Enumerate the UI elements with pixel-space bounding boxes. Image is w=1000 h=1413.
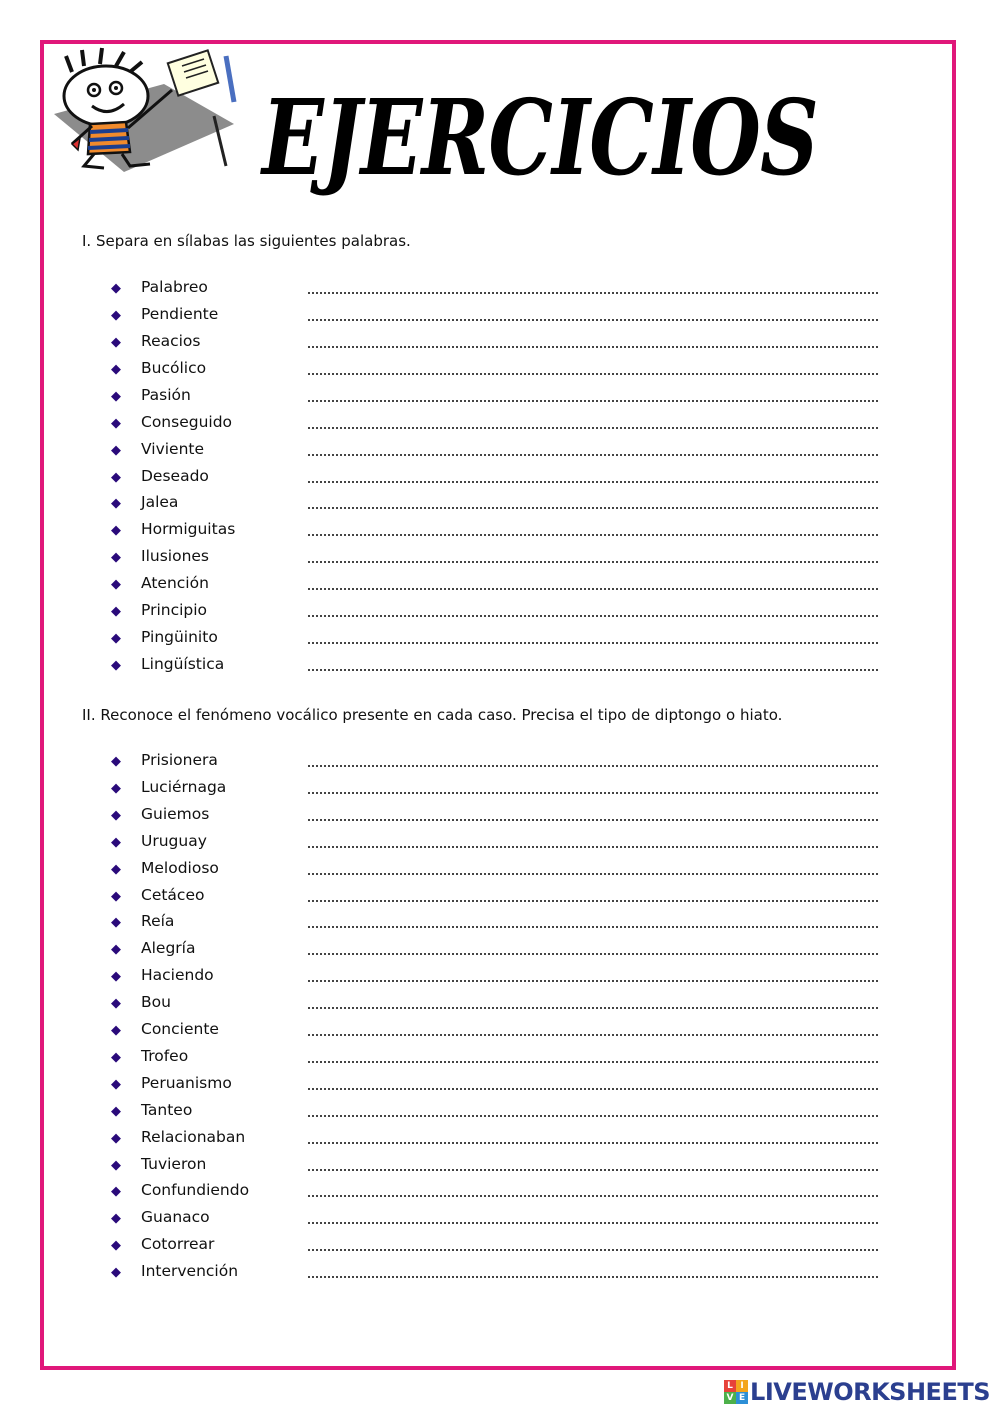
- exercise-row: [0, 859, 1000, 886]
- liveworksheets-logo-icon: L I V E: [724, 1380, 748, 1404]
- exercise-word: Pingüinito: [141, 628, 218, 647]
- exercise-row: [0, 1047, 1000, 1074]
- answer-field[interactable]: [308, 292, 878, 294]
- answer-field[interactable]: [308, 873, 878, 875]
- exercise-row: [0, 628, 1000, 655]
- diamond-bullet-icon: ◆: [111, 442, 121, 458]
- exercise-row: [0, 547, 1000, 574]
- exercise-row: [0, 520, 1000, 547]
- exercise-row: [0, 1074, 1000, 1101]
- exercise-word: Cotorrear: [141, 1235, 215, 1254]
- exercise-row: [0, 413, 1000, 440]
- diamond-bullet-icon: ◆: [111, 1157, 121, 1173]
- diamond-bullet-icon: ◆: [111, 469, 121, 485]
- answer-field[interactable]: [308, 427, 878, 429]
- diamond-bullet-icon: ◆: [111, 942, 121, 958]
- exercise-word: Reía: [141, 912, 175, 931]
- exercise-row: [0, 1208, 1000, 1235]
- exercise-word: Luciérnaga: [141, 777, 227, 796]
- diamond-bullet-icon: ◆: [111, 334, 121, 350]
- diamond-bullet-icon: ◆: [111, 523, 121, 539]
- diamond-bullet-icon: ◆: [111, 604, 121, 620]
- exercise-row: [0, 440, 1000, 467]
- diamond-bullet-icon: ◆: [111, 281, 121, 296]
- student-mascot-illustration: [44, 44, 244, 174]
- diamond-bullet-icon: ◆: [111, 577, 121, 593]
- diamond-bullet-icon: ◆: [111, 1076, 121, 1092]
- diamond-bullet-icon: ◆: [111, 1211, 121, 1227]
- exercise-word: Palabreo: [141, 278, 208, 296]
- answer-field[interactable]: [308, 346, 878, 348]
- exercise-row: [0, 778, 1000, 805]
- answer-field[interactable]: [308, 507, 878, 509]
- exercise-word: Trofeo: [141, 1046, 189, 1065]
- diamond-bullet-icon: ◆: [111, 888, 121, 904]
- exercise-row: [0, 1262, 1000, 1289]
- diamond-bullet-icon: ◆: [111, 915, 121, 931]
- answer-field[interactable]: [308, 1169, 878, 1171]
- answer-field[interactable]: [308, 980, 878, 982]
- exercise-word: Cetáceo: [141, 885, 205, 904]
- exercise-word: Guanaco: [141, 1208, 210, 1227]
- diamond-bullet-icon: ◆: [111, 1238, 121, 1254]
- exercise-word: Pendiente: [141, 304, 219, 323]
- exercise-word: Alegría: [141, 939, 196, 958]
- exercise-row: [0, 278, 1000, 305]
- worksheet-title: EJERCICIOS: [262, 76, 818, 199]
- answer-field[interactable]: [308, 615, 878, 617]
- exercise-row: [0, 912, 1000, 939]
- exercise-row: [0, 493, 1000, 520]
- answer-field[interactable]: [308, 953, 878, 955]
- exercise-row: [0, 886, 1000, 913]
- diamond-bullet-icon: ◆: [111, 631, 121, 647]
- answer-field[interactable]: [308, 1007, 878, 1009]
- exercise-word: Bou: [141, 993, 171, 1012]
- exercise-word: Melodioso: [141, 858, 219, 877]
- answer-field[interactable]: [308, 1222, 878, 1224]
- diamond-bullet-icon: ◆: [111, 658, 121, 674]
- exercise-word: Guiemos: [141, 804, 210, 823]
- exercise-row: [0, 751, 1000, 778]
- answer-field[interactable]: [308, 373, 878, 375]
- exercise-row: [0, 1020, 1000, 1047]
- diamond-bullet-icon: ◆: [111, 807, 121, 823]
- exercise-word: Pasión: [141, 385, 191, 404]
- diamond-bullet-icon: ◆: [111, 861, 121, 877]
- exercise-row: [0, 939, 1000, 966]
- exercise-word: Principio: [141, 601, 208, 620]
- exercise-row: [0, 805, 1000, 832]
- diamond-bullet-icon: ◆: [111, 780, 121, 796]
- diamond-bullet-icon: ◆: [111, 1049, 121, 1065]
- answer-field[interactable]: [308, 900, 878, 902]
- answer-field[interactable]: [308, 1195, 878, 1197]
- answer-field[interactable]: [308, 1276, 878, 1278]
- answer-field[interactable]: [308, 1249, 878, 1251]
- exercise-word: Deseado: [141, 466, 209, 485]
- exercise-word: Ilusiones: [141, 547, 210, 566]
- diamond-bullet-icon: ◆: [111, 550, 121, 566]
- diamond-bullet-icon: ◆: [111, 1265, 121, 1281]
- exercise-row: [0, 574, 1000, 601]
- answer-field[interactable]: [308, 481, 878, 483]
- answer-field[interactable]: [308, 319, 878, 321]
- exercise-row: [0, 332, 1000, 359]
- answer-field[interactable]: [308, 792, 878, 794]
- exercise-word: Lingüística: [141, 655, 225, 674]
- exercise-row: [0, 601, 1000, 628]
- diamond-bullet-icon: ◆: [111, 834, 121, 850]
- exercise-word: Viviente: [141, 439, 205, 458]
- diamond-bullet-icon: ◆: [111, 754, 121, 769]
- answer-field[interactable]: [308, 454, 878, 456]
- diamond-bullet-icon: ◆: [111, 1103, 121, 1119]
- answer-field[interactable]: [308, 1088, 878, 1090]
- exercise-word: Bucólico: [141, 358, 207, 377]
- diamond-bullet-icon: ◆: [111, 1130, 121, 1146]
- exercise-row: [0, 1235, 1000, 1262]
- answer-field[interactable]: [308, 819, 878, 821]
- answer-field[interactable]: [308, 561, 878, 563]
- answer-field[interactable]: [308, 1061, 878, 1063]
- exercise-word: Prisionera: [141, 751, 218, 769]
- exercise-word: Haciendo: [141, 966, 214, 985]
- exercise-word: Relacionaban: [141, 1127, 246, 1146]
- answer-field[interactable]: [308, 400, 878, 402]
- exercise-word: Uruguay: [141, 831, 207, 850]
- answer-field[interactable]: [308, 926, 878, 928]
- diamond-bullet-icon: ◆: [111, 361, 121, 377]
- diamond-bullet-icon: ◆: [111, 969, 121, 985]
- answer-field[interactable]: [308, 846, 878, 848]
- exercise-word: Tuvieron: [141, 1154, 207, 1173]
- exercise-word: Jalea: [141, 493, 179, 512]
- exercise-row: [0, 966, 1000, 993]
- exercise-word: Conciente: [141, 1020, 219, 1038]
- liveworksheets-brand: [724, 1379, 990, 1405]
- diamond-bullet-icon: ◆: [111, 496, 121, 512]
- section1-instruction: I. Separa en sílabas las siguientes palabras.: [82, 232, 411, 250]
- diamond-bullet-icon: ◆: [111, 388, 121, 404]
- answer-field[interactable]: [308, 534, 878, 536]
- exercise-row: [0, 832, 1000, 859]
- exercise-word: Intervención: [141, 1262, 239, 1281]
- diamond-bullet-icon: ◆: [111, 996, 121, 1012]
- brand-name: LIVEWORKSHEETS: [750, 1378, 990, 1406]
- exercise-row: [0, 1155, 1000, 1182]
- diamond-bullet-icon: ◆: [111, 1023, 121, 1038]
- answer-field[interactable]: [308, 642, 878, 644]
- exercise-row: [0, 993, 1000, 1020]
- exercise-row: [0, 359, 1000, 386]
- exercise-row: [0, 1128, 1000, 1155]
- diamond-bullet-icon: ◆: [111, 1184, 121, 1200]
- exercise-row: [0, 305, 1000, 332]
- exercise-row: [0, 386, 1000, 413]
- exercise-word: Reacios: [141, 331, 201, 350]
- exercise-word: Peruanismo: [141, 1073, 232, 1092]
- answer-field[interactable]: [308, 1115, 878, 1117]
- exercise-word: Atención: [141, 574, 209, 593]
- exercise-word: Tanteo: [141, 1100, 193, 1119]
- exercise-row: [0, 655, 1000, 682]
- answer-field[interactable]: [308, 765, 878, 767]
- answer-field[interactable]: [308, 588, 878, 590]
- answer-field[interactable]: [308, 669, 878, 671]
- exercise-word: Conseguido: [141, 412, 233, 431]
- exercise-word: Hormiguitas: [141, 520, 236, 539]
- section2-instruction: II. Reconoce el fenómeno vocálico presente en cada caso. Precisa el tipo de diptongo o hiato.: [82, 706, 783, 724]
- exercise-row: [0, 1181, 1000, 1208]
- diamond-bullet-icon: ◆: [111, 415, 121, 431]
- diamond-bullet-icon: ◆: [111, 307, 121, 323]
- exercise-row: [0, 467, 1000, 494]
- answer-field[interactable]: [308, 1034, 878, 1036]
- exercise-row: [0, 1101, 1000, 1128]
- answer-field[interactable]: [308, 1142, 878, 1144]
- exercise-word: Confundiendo: [141, 1181, 250, 1200]
